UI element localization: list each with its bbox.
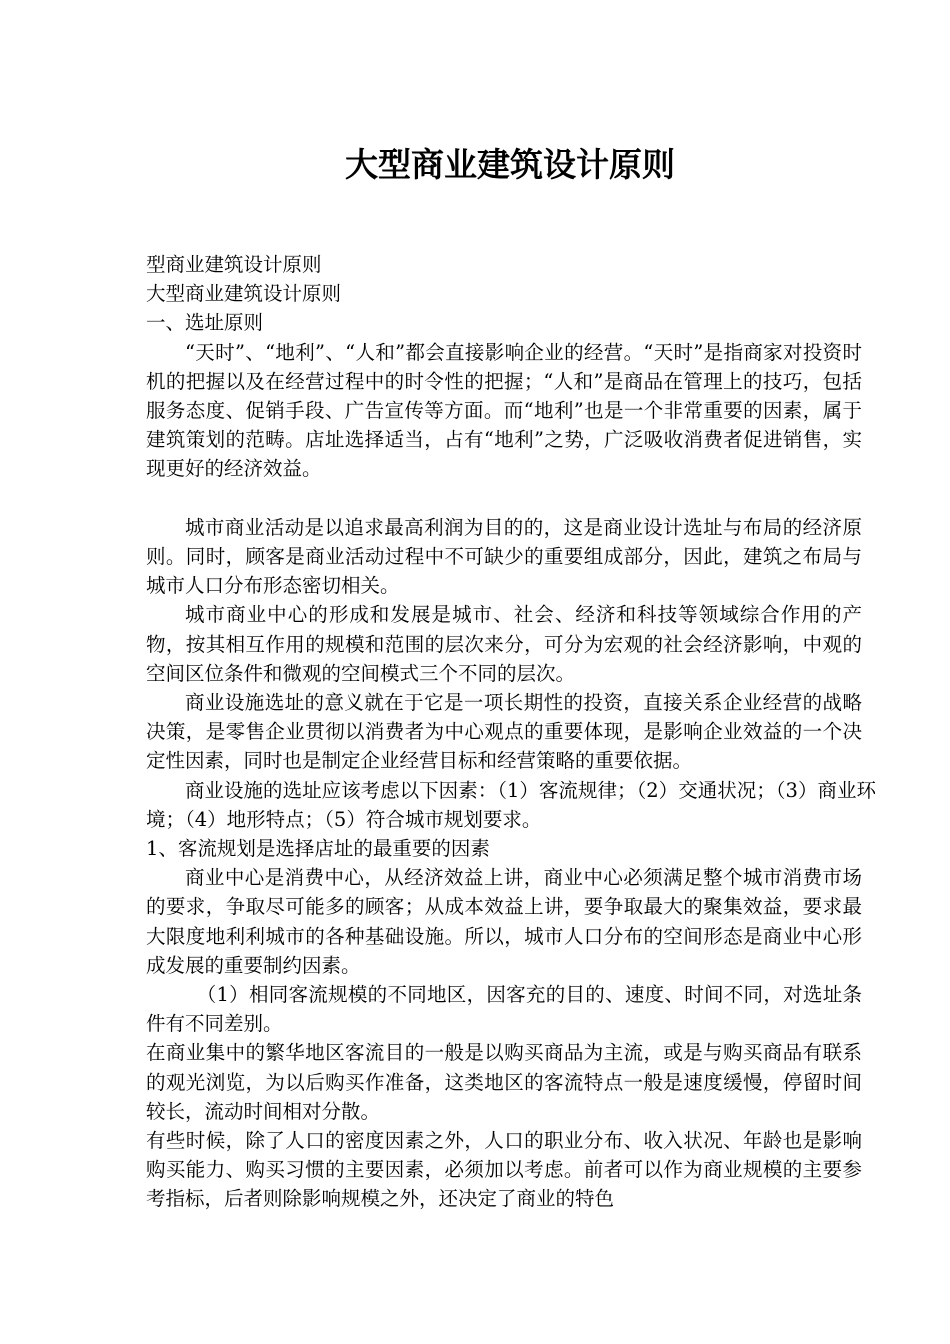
section-heading-site-selection: 一、选址原则 [146,311,264,335]
paragraph-subtitle-2: 大型商业建筑设计原则 [146,282,342,306]
paragraph-subtitle-1: 型商业建筑设计原则 [146,253,322,276]
paragraph-economic-principle: 城市商业活动是以追求最高利润为目的的，这是商业设计选址与布局的经济原则。同时，顾客是商业活动过程中不可缺少的重要组成部分，因此，建筑之布局与城市人口分布形态密切相关。 [146,515,862,598]
paragraph-consumption-center: 商业中心是消费中心，从经济效益上讲，商业中心必须满足整个城市消费市场的要求，争取尽可能多的顾客；从成本效益上讲，要争取最大的聚集效益，要求最大限度地利利城市的各种基础设施。所以，城市人口分布的空间形态是商业中心形成发展的重要制约因素。 [146,866,862,977]
paragraph-population-factors: 有些时候，除了人口的密度因素之外，人口的职业分布、收入状况、年龄也是影响购买能力、购买习惯的主要因素，必须加以考虑。前者可以作为商业规模的主要参考指标，后者则除影响规模之外，还决定了商业的特色 [146,1129,862,1211]
paragraph-busy-areas: 在商业集中的繁华地区客流目的一般是以购买商品为主流，或是与购买商品有联系的观光浏览，为以后购买作准备，这类地区的客流特点一般是速度缓慢，停留时间较长，流动时间相对分散。 [146,1041,862,1123]
section-heading-customer-flow: 1、客流规划是选择店址的最重要的因素 [146,837,490,861]
document-title: 大型商业建筑设计原则 [345,145,675,184]
paragraph-site-factors: 商业设施的选址应该考虑以下因素：（1）客流规律；（2）交通状况；（3）商业环境；（4）地形特点；（5）符合城市规划要求。 [146,778,876,831]
paragraph-same-flow-different-areas: （1）相同客流规模的不同地区，因客充的目的、速度、时间不同，对选址条件有不同差别。 [146,983,862,1036]
paragraph-site-significance: 商业设施选址的意义就在于它是一项长期性的投资，直接关系企业经营的战略决策，是零售企业贯彻以消费者为中心观点的重要体现，是影响企业效益的一个决定性因素，同时也是制定企业经营目标和经营策略的重要依据。 [146,691,862,773]
document-body [146,250,876,1214]
paragraph-commercial-center-formation: 城市商业中心的形成和发展是城市、社会、经济和科技等领域综合作用的产物，按其相互作用的规模和范围的层次来分，可分为宏观的社会经济影响，中观的空间区位条件和微观的空间模式三个不同的层次。 [146,603,862,685]
paragraph-tianshi-dili-renhe: “天时”、“地利”、“人和”都会直接影响企业的经营。“天时”是指商家对投资时机的把握以及在经营过程中的时令性的把握；“人和”是商品在管理上的技巧，包括服务态度、促销手段、广告宣传等方面。而“地利”也是一个非常重要的因素，属于建筑策划的范畴。店址选择适当，占有“地利”之势，广泛吸收消费者促进销售，实现更好的经济效益。 [146,340,862,481]
